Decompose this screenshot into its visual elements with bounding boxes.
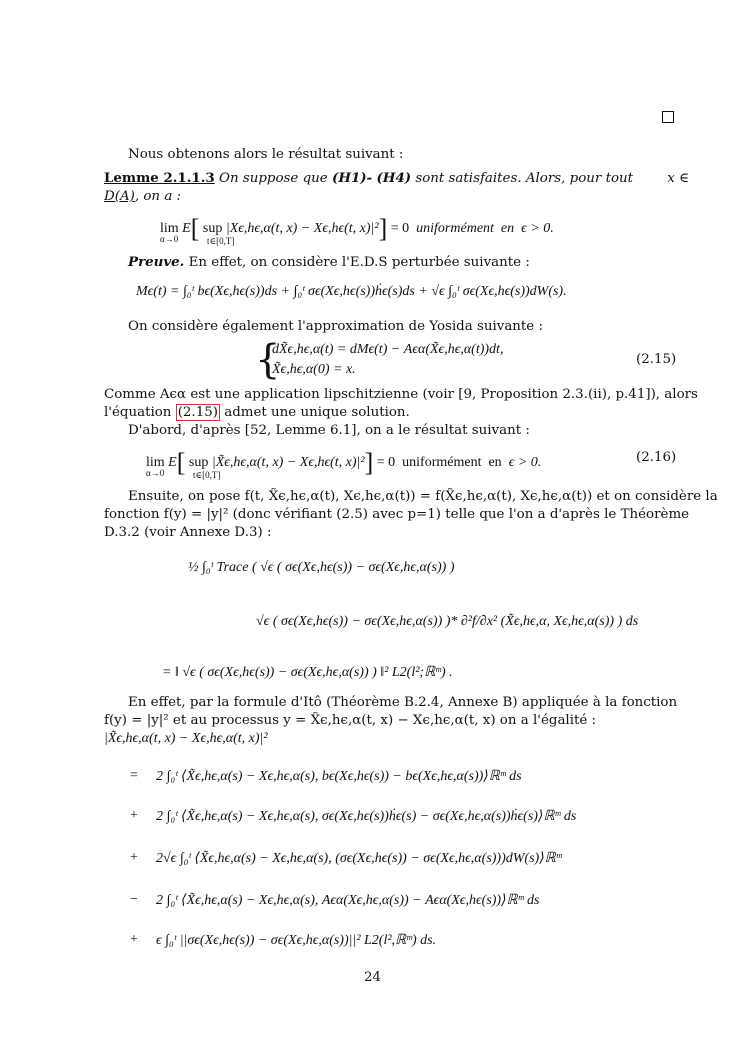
eq216-lim-sub: α→0 — [146, 468, 165, 478]
eq216-lim: lim — [146, 455, 165, 471]
eq216-rhs: = 0 — [376, 455, 396, 471]
lemma-eq-cond: ϵ > 0. — [521, 221, 554, 237]
lemma-eq-unif: uniformément — [416, 221, 494, 237]
ito-term: 2√ϵ ∫₀ᵗ ⟨X̃ϵ,hϵ,α(s) − Xϵ,hϵ,α(s), (σϵ(Xϵ,hϵ(s)) − σϵ(Xϵ,hϵ,α(s)))dW(s)⟩ℝᵐ — [156, 851, 562, 866]
lemma-domain: D(A) — [104, 189, 135, 204]
proof-intro — [128, 254, 530, 271]
lemma-text-2: sont satisfaites. Alors, pour tout — [415, 171, 634, 186]
lemma-eq-sup: sup — [202, 221, 223, 237]
lemma-statement-2 — [104, 188, 181, 205]
lemma-eq-sup-sub: t∈[0,T] — [207, 236, 235, 246]
eq215-number: (2.15) — [636, 352, 677, 367]
ito-term: 2 ∫₀ᵗ ⟨X̃ϵ,hϵ,α(s) − Xϵ,hϵ,α(s), bϵ(Xϵ,hϵ(s)) − bϵ(Xϵ,hϵ,α(s))⟩ℝᵐ ds — [156, 769, 522, 784]
intro-text: Nous obtenons alors le résultat suivant : — [128, 147, 404, 162]
lemma-eq-en: en — [500, 221, 515, 237]
para2-text: D'abord, d'après [52, Lemme 6.1], on a le résultat suivant : — [128, 423, 530, 438]
yosida-intro: On considère également l'approximation de Yosida suivante : — [128, 319, 544, 334]
system-brace: { — [255, 337, 281, 383]
eq215-line1: dX̃ϵ,hϵ,α(t) = dMϵ(t) − Aϵα(X̃ϵ,hϵ,α(t))dt, — [272, 342, 504, 357]
lemma-eq-rhs: = 0 — [390, 221, 410, 237]
lemma-h1: (H1)- — [331, 170, 373, 186]
equation-ref-link[interactable]: (2.15) — [177, 405, 218, 420]
para1-text-a: l'équation — [104, 405, 172, 420]
qed-square-icon — [662, 111, 674, 123]
eq216-number: (2.16) — [636, 450, 677, 465]
para1-line2 — [104, 404, 410, 421]
eq216-sup-sub: t∈[0,T] — [193, 470, 221, 480]
trace-eq-line2: √ϵ ( σϵ(Xϵ,hϵ(s)) − σϵ(Xϵ,hϵ,α(s)) )* ∂²f/∂x² (X̃ϵ,hϵ,α, Xϵ,hϵ,α(s)) ) ds — [256, 614, 639, 629]
lemma-eq-body: |Xϵ,hϵ,α(t, x) − Xϵ,hϵ(t, x)|² — [225, 221, 379, 237]
eq216: lim E[ sup |X̃ϵ,hϵ,α(t, x) − Xϵ,hϵ(t, x)|²] = 0 uniformément en ϵ > 0. — [146, 448, 542, 477]
eq216-body: |X̃ϵ,hϵ,α(t, x) − Xϵ,hϵ(t, x)|² — [211, 455, 365, 471]
para3-line1: Ensuite, on pose f(t, X̃ϵ,hϵ,α(t), Xϵ,hϵ,α(t)) = f(X̃ϵ,hϵ,α(t), Xϵ,hϵ,α(t)) et on considère la — [128, 489, 718, 504]
proof-label: Preuve. — [128, 254, 185, 270]
lemma-label: Lemme 2.1.1.3 — [104, 170, 215, 186]
para3-line2: fonction f(y) = |y|² (donc vérifiant (2.5) avec p=1) telle que l'on a d'après le Théorème — [104, 507, 690, 522]
ito-term: 2 ∫₀ᵗ ⟨X̃ϵ,hϵ,α(s) − Xϵ,hϵ,α(s), Aϵα(Xϵ,hϵ,α(s)) − Aϵα(Xϵ,hϵ(s))⟩ℝᵐ ds — [156, 893, 540, 908]
lemma-eq-lim-sub: α→0 — [160, 234, 179, 244]
lemma-x-in: x ∈ — [667, 171, 690, 186]
lemma-statement — [104, 170, 689, 187]
para4-line2: f(y) = |y|² et au processus y = X̃ϵ,hϵ,α(t, x) − Xϵ,hϵ,α(t, x) on a l'égalité : — [104, 713, 597, 728]
ito-op: − — [130, 892, 138, 907]
para4-line3: |X̃ϵ,hϵ,α(t, x) − Xϵ,hϵ,α(t, x)|² — [104, 731, 268, 746]
eq215-line2: X̃ϵ,hϵ,α(0) = x. — [272, 362, 356, 377]
para1-text-b: admet une unique solution. — [224, 405, 410, 420]
ito-op: + — [130, 932, 138, 947]
page-number: 24 — [363, 970, 382, 985]
lemma-on-a: , on a : — [134, 189, 182, 204]
trace-eq-line3: = ‖ √ϵ ( σϵ(Xϵ,hϵ(s)) − σϵ(Xϵ,hϵ,α(s)) ) ‖² L2(l²;ℝᵐ) . — [162, 665, 453, 680]
eq216-sup: sup — [188, 455, 209, 471]
para3-line3: D.3.2 (voir Annexe D.3) : — [104, 525, 272, 540]
para4-line1: En effet, par la formule d'Itô (Théorème B.2.4, Annexe B) appliquée à la fonction — [128, 695, 678, 710]
ito-term: ϵ ∫₀ᵗ ||σϵ(Xϵ,hϵ(s)) − σϵ(Xϵ,hϵ,α(s))||² L2(l²,ℝᵐ) ds. — [156, 933, 437, 948]
eq216-en: en — [488, 455, 502, 471]
proof-text: En effet, on considère l'E.D.S perturbée suivante : — [188, 255, 530, 270]
ito-op: + — [130, 808, 138, 823]
equation-M: Mϵ(t) = ∫₀ᵗ bϵ(Xϵ,hϵ(s))ds + ∫₀ᵗ σϵ(Xϵ,hϵ(s))ḣϵ(s)ds + √ϵ ∫₀ᵗ σϵ(Xϵ,hϵ(s))dW(s). — [136, 284, 567, 299]
lemma-equation: lim E[ sup |Xϵ,hϵ,α(t, x) − Xϵ,hϵ(t, x)|²] = 0 uniformément en ϵ > 0. — [160, 214, 554, 243]
eq216-cond: ϵ > 0. — [508, 455, 542, 471]
trace-eq-line1: ½ ∫₀ᵗ Trace ( √ϵ ( σϵ(Xϵ,hϵ(s)) − σϵ(Xϵ,hϵ,α(s)) ) — [188, 560, 455, 575]
lemma-h4: (H4) — [376, 170, 412, 186]
lemma-text-1: On suppose que — [218, 171, 328, 186]
ito-term: 2 ∫₀ᵗ ⟨X̃ϵ,hϵ,α(s) − Xϵ,hϵ,α(s), σϵ(Xϵ,hϵ(s))ḣϵ(s) − σϵ(Xϵ,hϵ,α(s))ḣϵ(s)⟩ℝᵐ ds — [156, 809, 577, 824]
para1-line1: Comme Aϵα est une application lipschitzienne (voir [9, Proposition 2.3.(ii), p.41]), alors — [104, 387, 698, 402]
ito-op: + — [130, 850, 138, 865]
lemma-eq-lim: lim — [160, 221, 179, 237]
ito-op: = — [130, 768, 138, 783]
eq216-unif: uniformément — [402, 455, 482, 471]
